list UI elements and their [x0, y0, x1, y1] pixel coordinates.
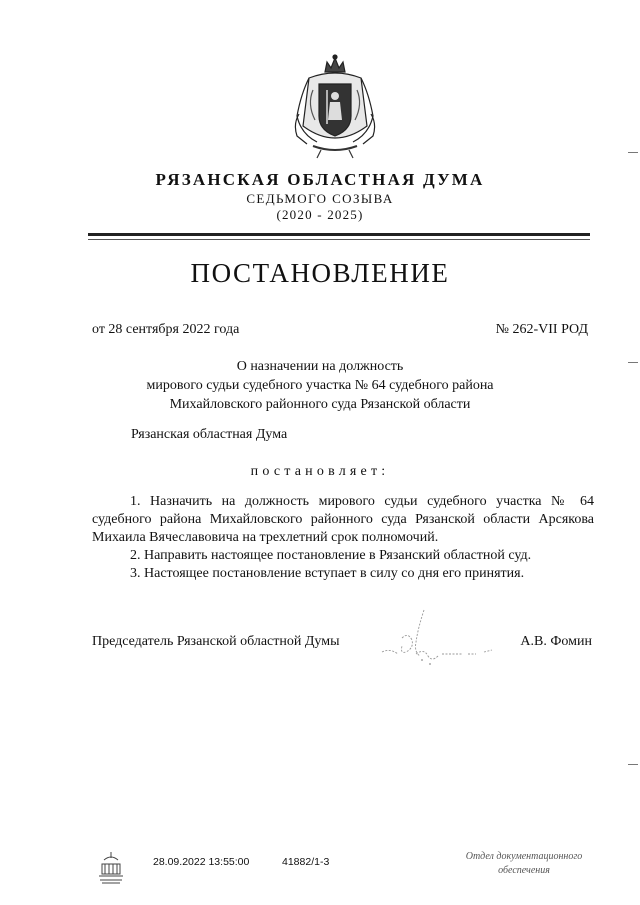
- term-years: (2020 - 2025): [276, 207, 364, 222]
- coat-of-arms-icon: [287, 54, 383, 160]
- department-stamp: [448, 850, 600, 878]
- footer-timestamp: 28.09.2022 13:55:00: [153, 856, 250, 868]
- subject-line: О назначении на должность: [236, 359, 404, 374]
- resolution-item: 3. Настоящее постановление вступает в силу со дня его принятия.: [130, 566, 525, 581]
- signer-position: Председатель Рязанской областной Думы: [92, 634, 340, 649]
- resolution-item: 1. Назначить на должность мирового судьи судебного участка № 64 судебного района Михайловского районного суда Рязанской области Арсякова Михаила Вячеславовича на трехлетний срок полномочий.: [92, 494, 594, 545]
- handwritten-signature: [372, 608, 502, 674]
- scan-edge-mark: [628, 152, 638, 153]
- footer-reg-number: 41882/1-3: [282, 856, 330, 868]
- issuing-body: Рязанская областная Дума: [131, 427, 288, 442]
- resolution-items: [92, 493, 594, 583]
- document-subject: [0, 357, 640, 414]
- scan-edge-mark: [628, 764, 638, 765]
- header-divider-thin: [88, 239, 590, 240]
- stamp-line: Отдел документационного: [465, 851, 583, 862]
- document-type: ПОСТАНОВЛЕНИЕ: [190, 258, 450, 288]
- resolves-heading: постановляет:: [250, 464, 390, 479]
- scan-edge-mark: [628, 362, 638, 363]
- subject-line: Михайловского районного суда Рязанской области: [169, 397, 471, 412]
- convocation: СЕДЬМОГО СОЗЫВА: [246, 191, 394, 206]
- subject-line: мирового судьи судебного участка № 64 судебного района: [146, 378, 494, 393]
- signer-name: А.В. Фомин: [520, 634, 592, 649]
- header-divider-thick: [88, 233, 590, 236]
- duma-logo-icon: [96, 850, 126, 886]
- org-name: РЯЗАНСКАЯ ОБЛАСТНАЯ ДУМА: [155, 170, 485, 189]
- resolution-item: 2. Направить настоящее постановление в Рязанский областной суд.: [130, 548, 532, 563]
- document-number: № 262-VII РОД: [495, 322, 588, 337]
- stamp-line: обеспечения: [498, 865, 550, 876]
- document-date: от 28 сентября 2022 года: [92, 322, 240, 337]
